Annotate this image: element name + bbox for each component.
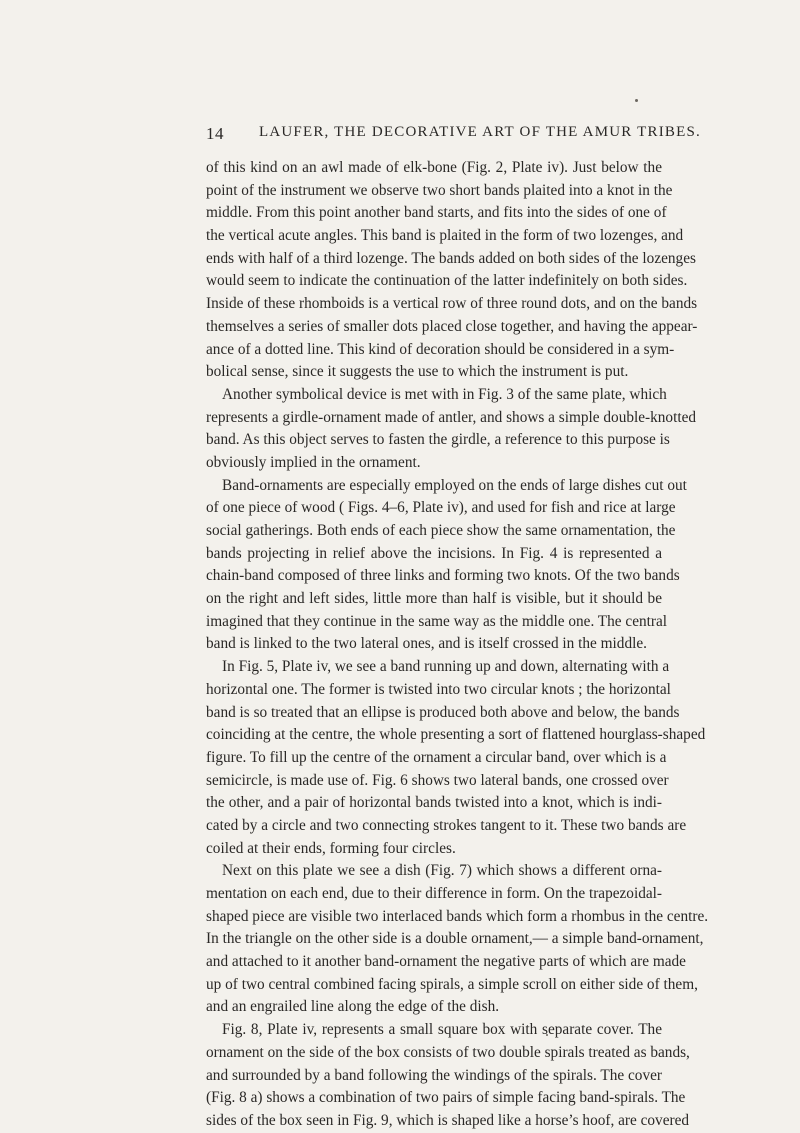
text-line: horizontal one. The former is twisted into two circular knots ; the horizontal [206, 680, 671, 698]
text-line: ance of a dotted line. This kind of decoration should be considered in a sym- [206, 340, 675, 358]
text-line: ends with half of a third lozenge. The bands added on both sides of the lozenges [206, 249, 696, 267]
text-line: Band-ornaments are especially employed on the ends of large dishes cut out [222, 476, 687, 494]
text-line: (Fig. 8 a) shows a combination of two pairs of simple facing band-spirals. The [206, 1089, 686, 1107]
text-line: mentation on each end, due to their difference in form. On the trapezoidal- [206, 885, 662, 902]
text-line: Another symbolical device is met with in Fig. 3 of the same plate, which [222, 385, 667, 403]
text-line: obviously implied in the ornament. [206, 453, 421, 471]
text-line: band is linked to the two lateral ones, and is itself crossed in the middle. [206, 635, 647, 653]
text-line: and attached to it another band-ornament the negative parts of which are made [206, 953, 686, 971]
text-line: Next on this plate we see a dish (Fig. 7) which shows a different orna- [222, 862, 662, 880]
text-line: coinciding at the centre, the whole presenting a sort of flattened hourglass-shaped [206, 726, 706, 744]
text-line: social gatherings. Both ends of each piece show the same ornamentation, the [206, 522, 676, 539]
text-line: middle. From this point another band starts, and fits into the sides of one of [206, 204, 667, 222]
text-line: Fig. 8, Plate iv, represents a small square box with separate cover. The [222, 1021, 662, 1039]
text-line: band is so treated that an ellipse is produced both above and below, the bands [206, 703, 680, 721]
text-line: point of the instrument we observe two short bands plaited into a knot in the [206, 181, 673, 199]
text-line: figure. To fill up the centre of the ornament a circular band, over which is a [206, 748, 667, 766]
text-line: the other, and a pair of horizontal bands twisted into a knot, which is indi- [206, 794, 662, 812]
text-line: and an engrailed line along the edge of the dish. [206, 998, 500, 1016]
body-text [206, 157, 709, 1133]
text-line: imagined that they continue in the same way as the middle one. The central [206, 612, 668, 630]
text-line: and surrounded by a band following the windings of the spirals. The cover [206, 1066, 662, 1084]
text-line: sides of the box seen in Fig. 9, which is shaped like a horse’s hoof, are covered [206, 1111, 690, 1129]
page-number: 14 [206, 124, 224, 143]
text-line: represents a girdle-ornament made of antler, and shows a simple double-knotted [206, 408, 697, 426]
text-line: band. As this object serves to fasten the girdle, a reference to this purpose is [206, 431, 670, 449]
text-line: shaped piece are visible two interlaced bands which form a rhombus in the centre. [206, 907, 709, 925]
text-line: of this kind on an awl made of elk-bone (Fig. 2, Plate iv). Just below the [206, 159, 662, 176]
text-line: Inside of these rhomboids is a vertical row of three round dots, and on the bands [206, 295, 698, 313]
text-line: bolical sense, since it suggests the use to which the instrument is put. [206, 363, 629, 381]
running-title: LAUFER, THE DECORATIVE ART OF THE AMUR TRIBES. [259, 124, 701, 140]
text-line: of one piece of wood ( Figs. 4–6, Plate iv), and used for fish and rice at large [206, 499, 676, 517]
text-line: on the right and left sides, little more than half is visible, but it should be [206, 590, 662, 608]
running-head [206, 124, 701, 144]
text-line: cated by a circle and two connecting strokes tangent to it. These two bands are [206, 816, 687, 834]
text-line: up of two central combined facing spirals, a simple scroll on either side of them, [206, 975, 698, 993]
text-line: the vertical acute angles. This band is plaited in the form of two lozenges, and [206, 227, 684, 245]
text-line: ornament on the side of the box consists of two double spirals treated as bands, [206, 1043, 690, 1061]
text-line: themselves a series of smaller dots placed close together, and having the appear- [206, 317, 698, 335]
text-line: coiled at their ends, forming four circles. [206, 839, 456, 857]
text-line: chain-band composed of three links and forming two knots. Of the two bands [206, 567, 680, 585]
text-line: would seem to indicate the continuation of the latter indefinitely on both sides. [206, 272, 688, 290]
text-line: In the triangle on the other side is a double ornament,— a simple band-ornament, [206, 930, 704, 948]
text-line: semicircle, is made use of. Fig. 6 shows two lateral bands, one crossed over [206, 771, 669, 789]
text-line: In Fig. 5, Plate iv, we see a band running up and down, alternating with a [222, 658, 670, 676]
paper-speck [635, 99, 638, 102]
text-line: bands projecting in relief above the incisions. In Fig. 4 is represented a [206, 544, 662, 562]
